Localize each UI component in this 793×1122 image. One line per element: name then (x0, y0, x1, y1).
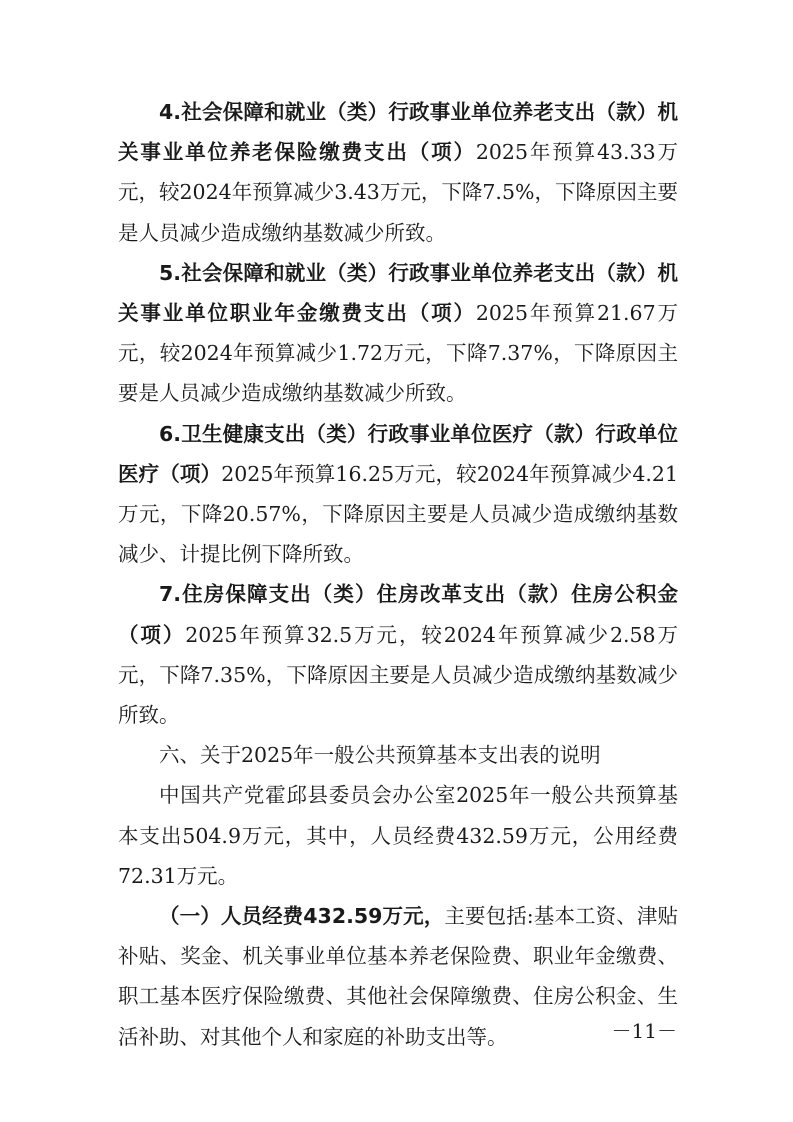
item-4-text: 2025年预算43.33万元，较2024年预算减少3.43万元，下降7.5%，下降原因主要是人员减少造成缴纳基数减少所致。 (118, 140, 679, 245)
item-6-heading: 6.卫生健康支出（类）行政事业单位医疗（款）行政单位医疗（项） (118, 421, 678, 486)
section-six-heading (118, 735, 678, 775)
document-body (118, 92, 678, 1057)
personnel-costs-text: 主要包括:基本工资、津贴补贴、奖金、机关事业单位基本养老保险费、职业年金缴费、职工基本医疗保险缴费、其他社会保障缴费、住房公积金、生活补助、对其他个人和家庭的补助支出等。 (118, 904, 679, 1049)
personnel-costs-heading: （一）人员经费432.59万元， (159, 904, 445, 929)
item-4-heading: 4.社会保障和就业（类）行政事业单位养老支出（款）机关事业单位养老保险缴费支出（项） (118, 100, 678, 165)
paragraph-item-5 (118, 253, 678, 414)
paragraph-item-4 (118, 92, 678, 253)
item-5-heading: 5.社会保障和就业（类）行政事业单位养老支出（款）机关事业单位职业年金缴费支出（项） (118, 260, 678, 326)
page-number: －11－ (611, 1019, 677, 1043)
section-six-title: 六、关于2025年一般公共预算基本支出表的说明 (159, 743, 601, 768)
item-5-text: 2025年预算21.67万元，较2024年预算减少1.72万元，下降7.37%，下降原因主要是人员减少造成缴纳基数减少所致。 (118, 301, 679, 406)
item-7-text: 2025年预算32.5万元，较2024年预算减少2.58万元，下降7.35%，下降原因主要是人员减少造成缴纳基数减少所致。 (118, 622, 678, 728)
paragraph-personnel-costs (118, 896, 678, 1057)
basic-expenditure-text: 中国共产党霍邱县委员会办公室2025年一般公共预算基本支出504.9万元，其中，人员经费432.59万元，公用经费72.31万元。 (118, 783, 678, 888)
paragraph-item-7 (118, 574, 678, 735)
paragraph-basic-expenditure (118, 775, 678, 896)
item-6-text: 2025年预算16.25万元，较2024年预算减少4.21万元，下降20.57%，下降原因主要是人员减少造成缴纳基数减少、计提比例下降所致。 (118, 461, 678, 567)
paragraph-item-6 (118, 414, 678, 575)
item-7-heading: 7.住房保障支出（类）住房改革支出（款）住房公积金（项） (118, 582, 678, 647)
